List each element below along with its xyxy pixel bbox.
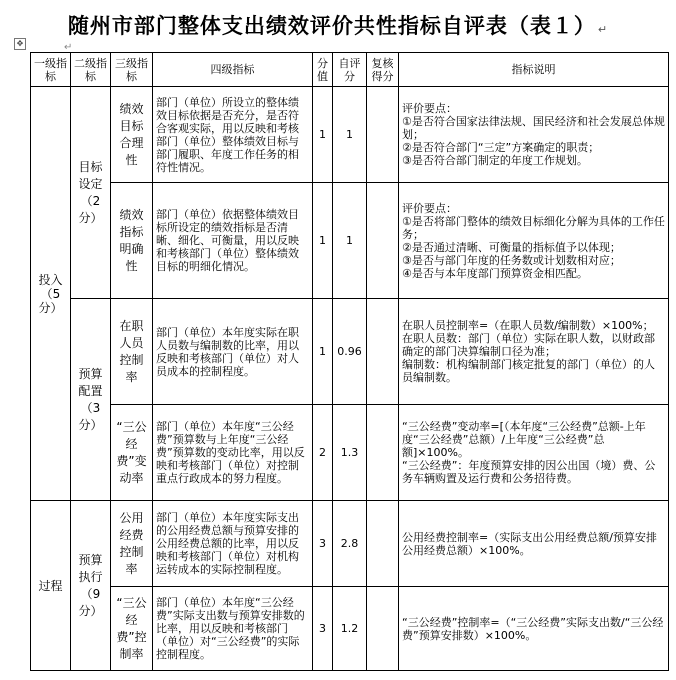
header-notes: 指标说明 — [399, 53, 669, 87]
table-row — [31, 183, 669, 299]
notes-cell: “三公经费”变动率=[（本年度“三公经费”总额-上年度“三公经费”总额）/上年度“三公经费”总额]×100%。 “三公经费”：年度预算安排的因公出国（境）费、公务车辆购置及运行费和公务招待费。 — [399, 405, 669, 501]
review-score-cell[interactable] — [367, 183, 399, 299]
level4-cell: 部门（单位）本年度“三公经费”预算数与上年度“三公经费”预算数的变动比率，用以反映和考核部门（单位）对控制重点行政成本的努力程度。 — [153, 405, 313, 501]
level3-cell: “三公经费”控制率 — [111, 587, 153, 671]
level4-cell: 部门（单位）依据整体绩效目标所设定的绩效指标是否清晰、细化、可衡量，用以反映和考核部门（单位）整体绩效目标的明细化情况。 — [153, 183, 313, 299]
notes-cell: 评价要点： ①是否符合国家法律法规、国民经济和社会发展总体规划； ②是否符合部门“三定”方案确定的职责； ③是否符合部门制定的年度工作规划。 — [399, 87, 669, 183]
header-self-score: 自评分 — [333, 53, 367, 87]
level3-cell: 公用经费控制率 — [111, 501, 153, 587]
review-score-cell[interactable] — [367, 587, 399, 671]
weight-cell: 2 — [313, 405, 333, 501]
header-review-score: 复核得分 — [367, 53, 399, 87]
level4-cell: 部门（单位）本年度“三公经费”实际支出数与预算安排数的比率，用以反映和考核部门（单位）对“三公经费”的实际控制程度。 — [153, 587, 313, 671]
evaluation-table — [30, 52, 669, 671]
weight-cell: 1 — [313, 299, 333, 405]
self-score-cell[interactable]: 1.3 — [333, 405, 367, 501]
header-weight: 分值 — [313, 53, 333, 87]
table-move-handle-icon[interactable]: ✥ — [14, 38, 26, 50]
subgroup-budget-allocation: 预算配置（3分） — [71, 299, 111, 501]
review-score-cell[interactable] — [367, 501, 399, 587]
table-row — [31, 501, 669, 587]
weight-cell: 3 — [313, 501, 333, 587]
table-row — [31, 299, 669, 405]
weight-cell: 1 — [313, 87, 333, 183]
notes-cell: 评价要点： ①是否将部门整体的绩效目标细化分解为具体的工作任务； ②是否通过清晰、可衡量的指标值予以体现； ③是否与部门年度的任务数或计划数相对应； ④是否与本年度部门预算资金相匹配。 — [399, 183, 669, 299]
page-title: 随州市部门整体支出绩效评价共性指标自评表（表１） ↵ — [67, 14, 609, 38]
subgroup-budget-execution: 预算执行（9分） — [71, 501, 111, 671]
table-row — [31, 405, 669, 501]
notes-cell: 在职人员控制率=（在职人员数/编制数）×100%； 在职人员数：部门（单位）实际在职人数，以财政部确定的部门决算编制口径为准； 编制数：机构编制部门核定批复的部门（单位）的人员编制数。 — [399, 299, 669, 405]
self-score-cell[interactable]: 1 — [333, 183, 367, 299]
level4-cell: 部门（单位）所设立的整体绩效目标依据是否充分，是否符合客观实际，用以反映和考核部门（单位）整体绩效目标与部门履职、年度工作任务的相符性情况。 — [153, 87, 313, 183]
table-row — [31, 87, 669, 183]
header-level2: 二级指标 — [71, 53, 111, 87]
review-score-cell[interactable] — [367, 299, 399, 405]
level4-cell: 部门（单位）本年度实际支出的公用经费总额与预算安排的公用经费总额的比率，用以反映和考核部门（单位）对机构运转成本的实际控制程度。 — [153, 501, 313, 587]
notes-cell: 公用经费控制率=（实际支出公用经费总额/预算安排公用经费总额）×100%。 — [399, 501, 669, 587]
header-level3: 三级指标 — [111, 53, 153, 87]
level4-cell: 部门（单位）本年度实际在职人员数与编制数的比率，用以反映和考核部门（单位）对人员成本的控制程度。 — [153, 299, 313, 405]
subgroup-target-setting: 目标设定（2分） — [71, 87, 111, 299]
self-score-cell[interactable]: 1 — [333, 87, 367, 183]
group-input: 投入（5分） — [31, 87, 71, 501]
weight-cell: 1 — [313, 183, 333, 299]
group-process: 过程 — [31, 501, 71, 671]
level3-cell: 绩效指标明确性 — [111, 183, 153, 299]
review-score-cell[interactable] — [367, 87, 399, 183]
level3-cell: “三公经费”变动率 — [111, 405, 153, 501]
level3-cell: 在职人员控制率 — [111, 299, 153, 405]
self-score-cell[interactable]: 2.8 — [333, 501, 367, 587]
header-row — [31, 53, 669, 87]
weight-cell: 3 — [313, 587, 333, 671]
review-score-cell[interactable] — [367, 405, 399, 501]
self-score-cell[interactable]: 1.2 — [333, 587, 367, 671]
notes-cell: “三公经费”控制率=（“三公经费”实际支出数/“三公经费”预算安排数）×100%。 — [399, 587, 669, 671]
header-level1: 一级指标 — [31, 53, 71, 87]
self-score-cell[interactable]: 0.96 — [333, 299, 367, 405]
paragraph-mark: ↵ — [64, 42, 73, 53]
header-level4: 四级指标 — [153, 53, 313, 87]
level3-cell: 绩效目标合理性 — [111, 87, 153, 183]
table-row — [31, 587, 669, 671]
